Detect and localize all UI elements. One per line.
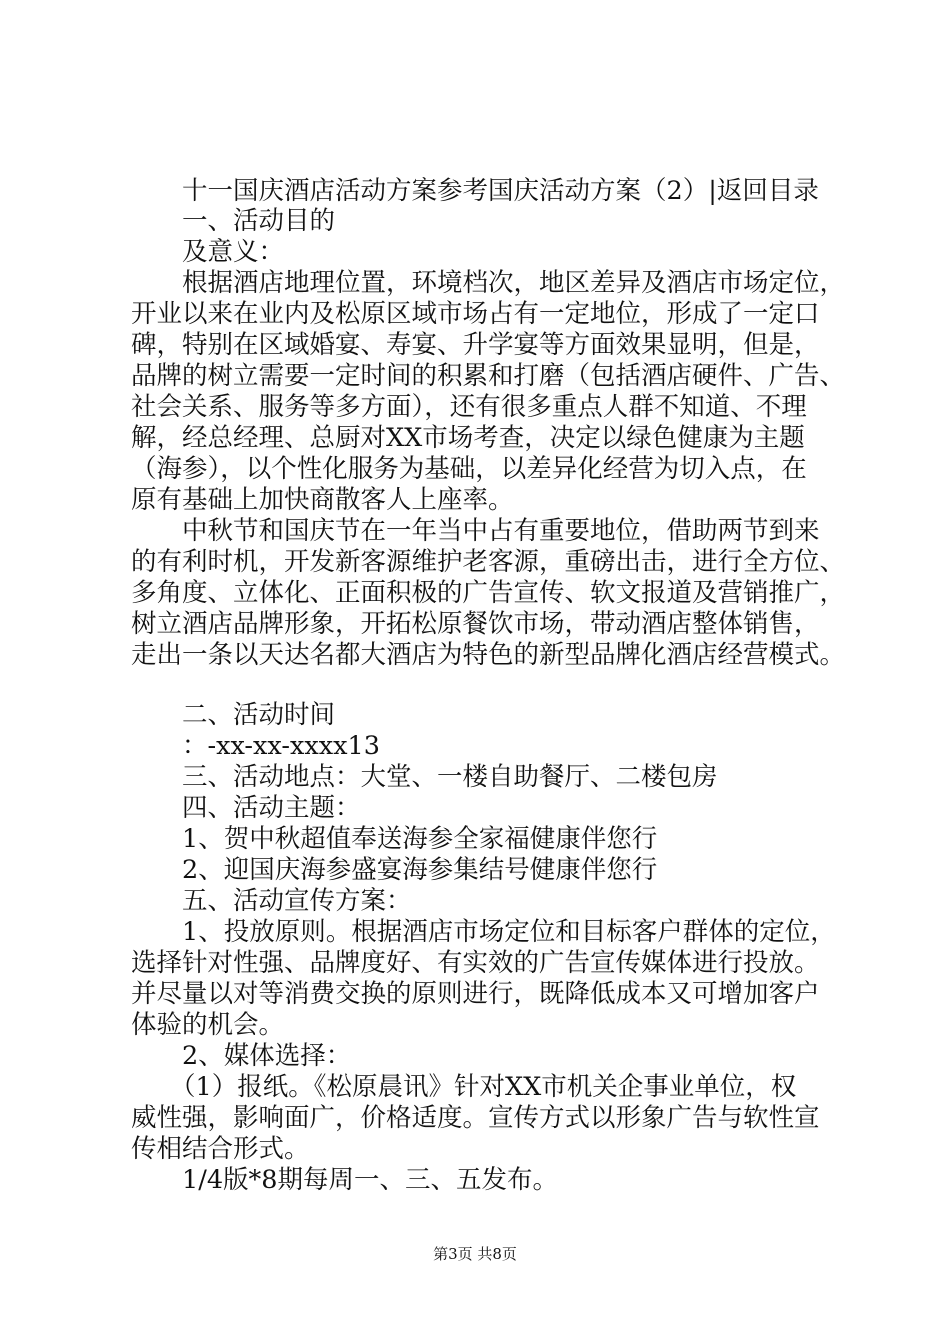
paragraph-line: 中秋节和国庆节在一年当中占有重要地位，借助两节到来 [182, 516, 820, 546]
paragraph-line: 1/4版*8期每周一、三、五发布。 [182, 1165, 559, 1195]
text-line: 及意义： [182, 237, 285, 267]
section-heading: 一、活动目的 [182, 206, 336, 236]
paragraph-line: 社会关系、服务等多方面），还有很多重点人群不知道、不理 [131, 392, 807, 422]
paragraph-line: 并尽量以对等消费交换的原则进行，既降低成本又可增加客户 [131, 979, 820, 1009]
paragraph-line: 威性强，影响面广，价格适度。宣传方式以形象广告与软性宣 [131, 1103, 820, 1133]
section-heading: 三、活动地点：大堂、一楼自助餐厅、二楼包房 [182, 762, 718, 792]
paragraph-line: 开业以来在业内及松原区域市场占有一定地位，形成了一定口 [131, 299, 820, 329]
document-title: 十一国庆酒店活动方案参考国庆活动方案（2）|返回目录 [182, 176, 819, 206]
paragraph-line: 1、投放原则。根据酒店市场定位和目标客户群体的定位， [182, 917, 836, 947]
paragraph-line: 解，经总经理、总厨对XX市场考查，决定以绿色健康为主题 [131, 423, 805, 453]
paragraph-line: 体验的机会。 [131, 1010, 285, 1040]
section-heading: 五、活动宣传方案： [182, 886, 412, 916]
text-line: ：-xx-xx-xxxx13 [182, 731, 380, 761]
paragraph-line: 的有利时机，开发新客源维护老客源，重磅出击，进行全方位、 [131, 547, 846, 577]
list-item: 2、迎国庆海参盛宴海参集结号健康伴您行 [182, 855, 658, 885]
paragraph-line: 根据酒店地理位置，环境档次，地区差异及酒店市场定位， [182, 268, 846, 298]
paragraph-line: 碑，特别在区域婚宴、寿宴、升学宴等方面效果显明，但是， [131, 330, 820, 360]
paragraph-line: 品牌的树立需要一定时间的积累和打磨（包括酒店硬件、广告、 [131, 361, 846, 391]
paragraph-line: 传相结合形式。 [131, 1134, 310, 1164]
paragraph-line: （1）报纸。《松原晨讯》针对XX市机关企事业单位，权 [170, 1072, 797, 1102]
section-heading: 二、活动时间 [182, 700, 336, 730]
paragraph-line: （海参），以个性化服务为基础，以差异化经营为切入点，在 [131, 454, 807, 484]
section-heading: 四、活动主题： [182, 793, 361, 823]
text-line: 2、媒体选择： [182, 1041, 352, 1071]
paragraph-line: 树立酒店品牌形象，开拓松原餐饮市场，带动酒店整体销售， [131, 609, 820, 639]
paragraph-line: 走出一条以天达名都大酒店为特色的新型品牌化酒店经营模式。 [131, 640, 846, 670]
list-item: 1、贺中秋超值奉送海参全家福健康伴您行 [182, 824, 658, 854]
paragraph-line: 多角度、立体化、正面积极的广告宣传、软文报道及营销推广， [131, 578, 846, 608]
paragraph-line: 原有基础上加快商散客人上座率。 [131, 485, 514, 515]
page-footer: 第3页 共8页 [433, 1245, 517, 1263]
paragraph-line: 选择针对性强、品牌度好、有实效的广告宣传媒体进行投放。 [131, 948, 820, 978]
